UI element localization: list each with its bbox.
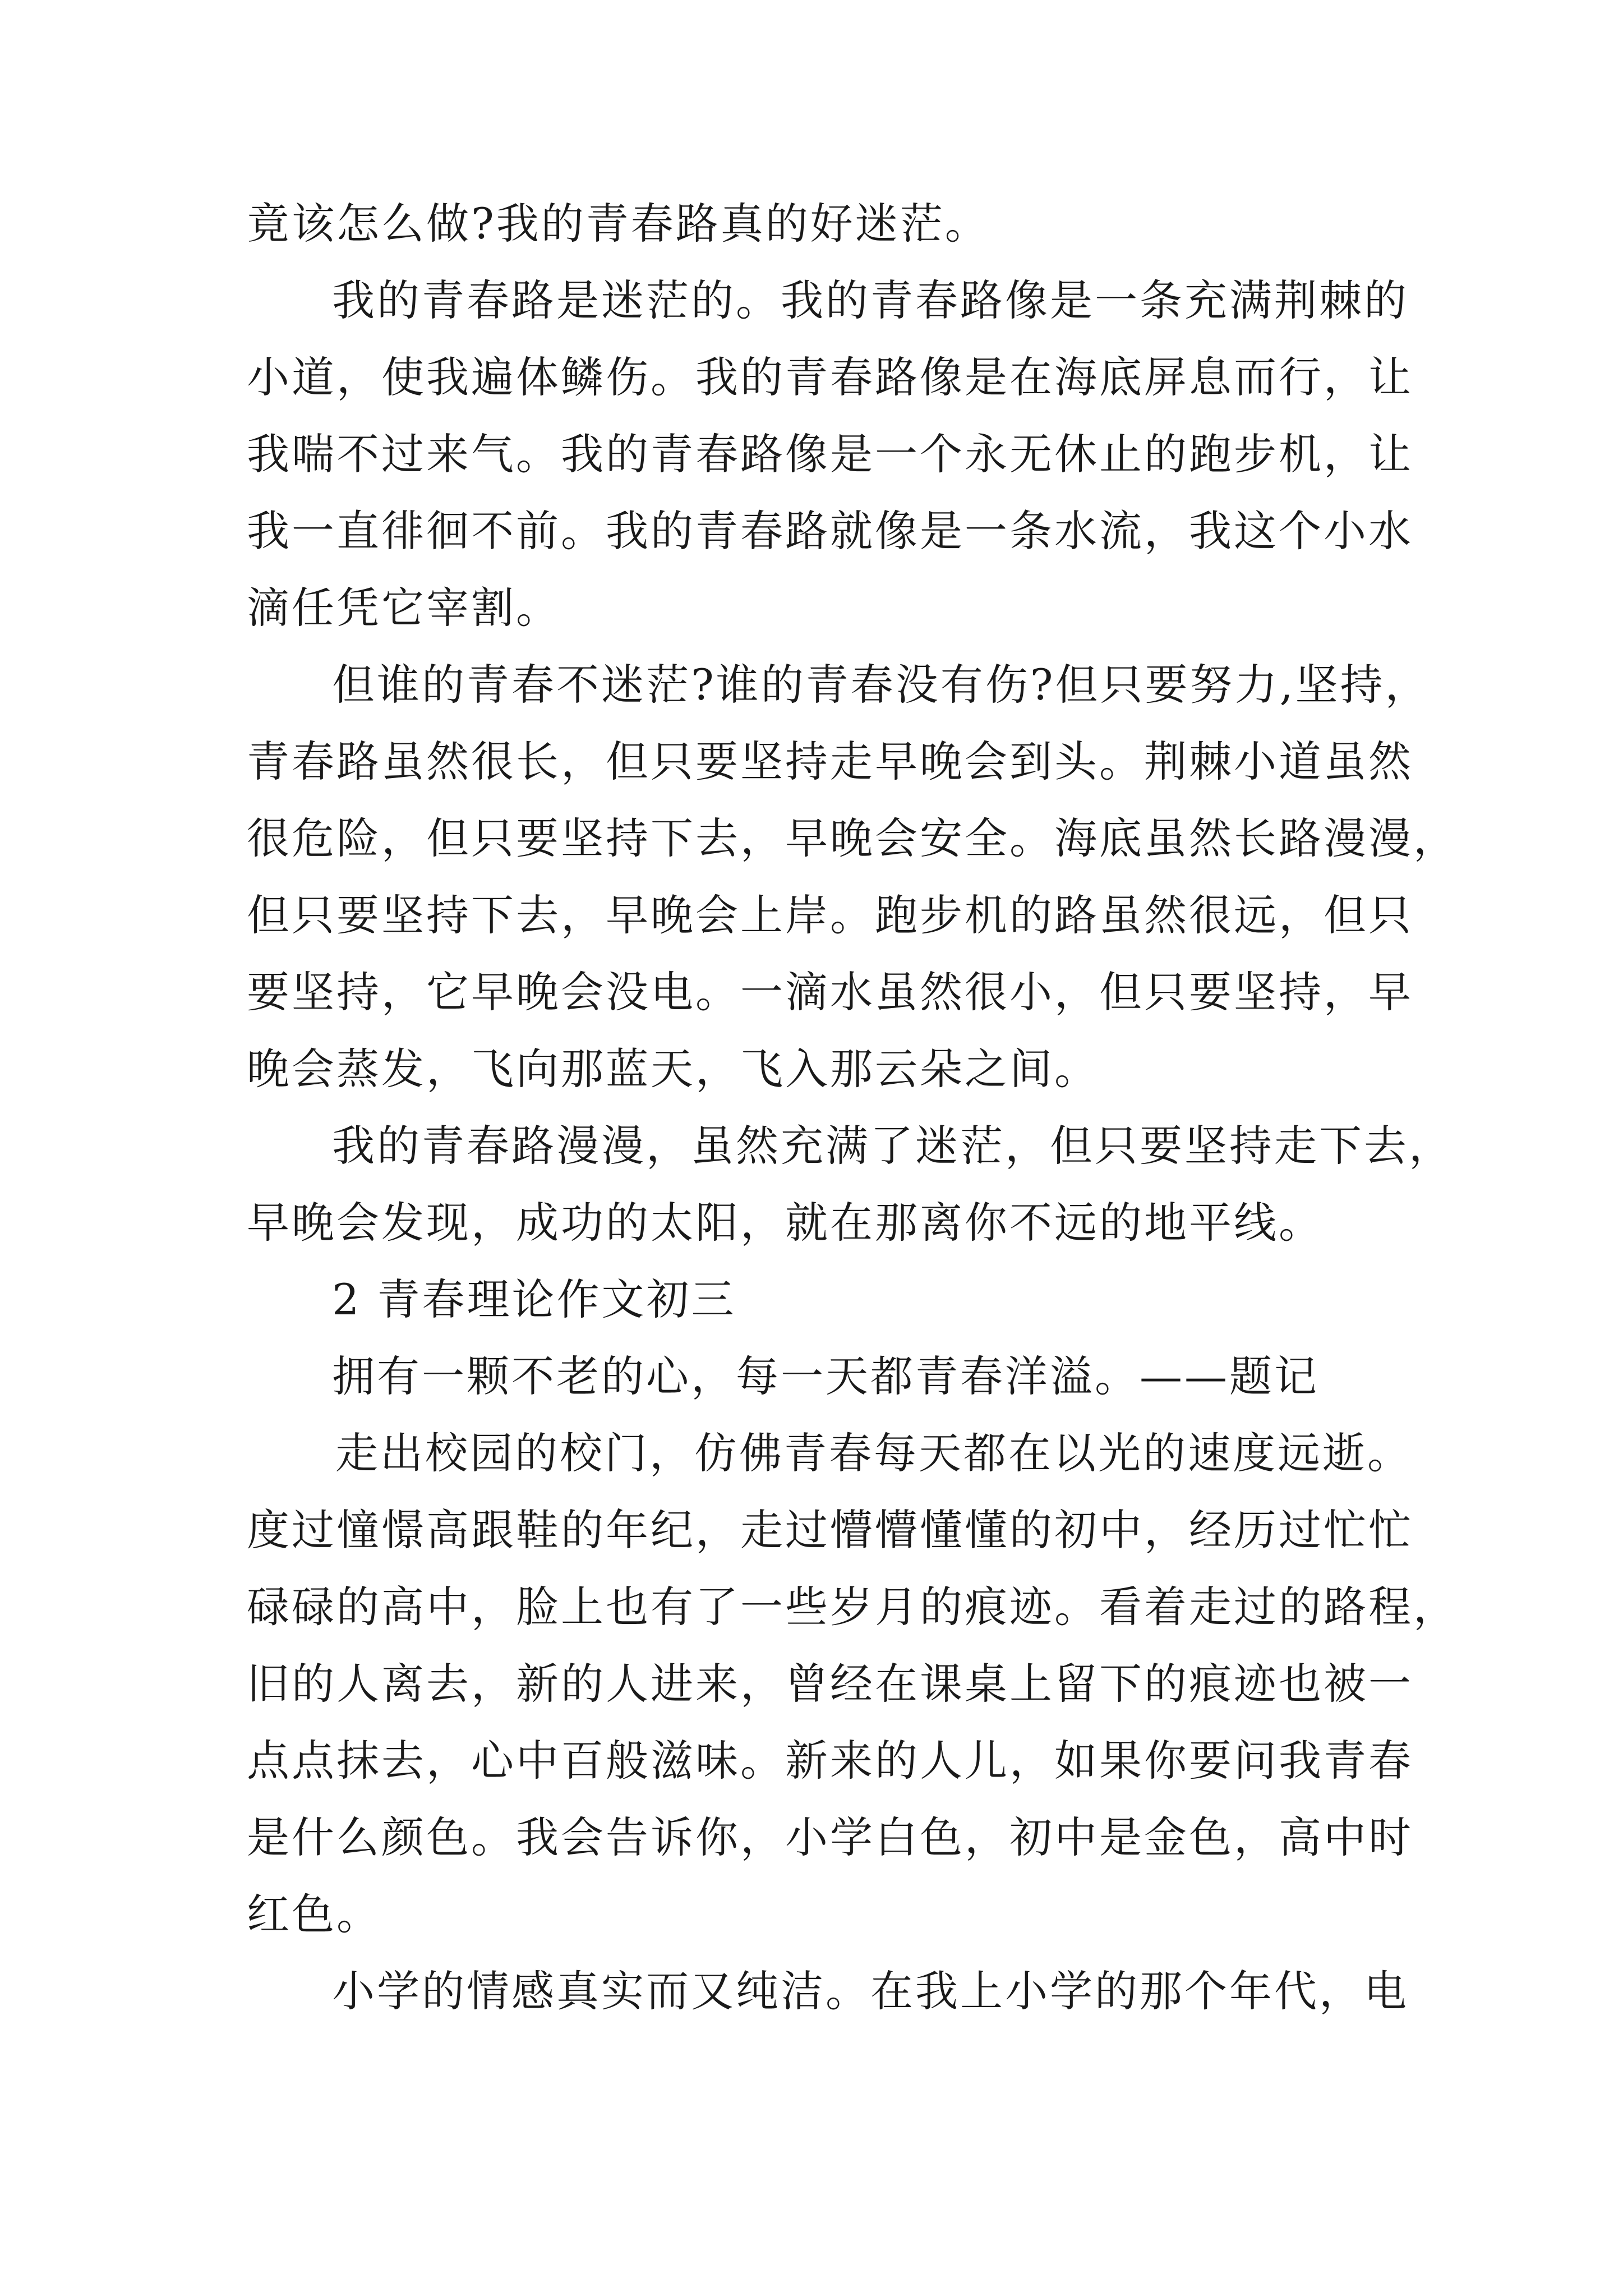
epigraph: 拥有一颗不老的心，每一天都青春洋溢。——题记 xyxy=(332,1351,1319,1401)
text-line: 但只要坚持下去，早晚会上岸。跑步机的路虽然很远，但只 xyxy=(247,890,1413,940)
section-heading: 2 青春理论作文初三 xyxy=(332,1274,736,1324)
text-line: 青春路虽然很长，但只要坚持走早晚会到头。荆棘小道虽然 xyxy=(247,737,1413,786)
text-line: 晚会蒸发，飞向那蓝天，飞入那云朵之间。 xyxy=(247,1044,1099,1094)
text-line: 早晚会发现，成功的太阳，就在那离你不远的地平线。 xyxy=(247,1198,1324,1248)
text-line: 我的青春路是迷茫的。我的青春路像是一条充满荆棘的 xyxy=(332,275,1409,325)
text-line: 度过憧憬高跟鞋的年纪，走过懵懵懂懂的初中，经历过忙忙 xyxy=(247,1505,1413,1555)
text-line: 点点抹去，心中百般滋味。新来的人儿，如果你要问我青春 xyxy=(247,1736,1413,1786)
text-line: 但谁的青春不迷茫?谁的青春没有伤?但只要努力,坚持， xyxy=(332,660,1430,710)
text-line: 很危险，但只要坚持下去，早晚会安全。海底虽然长路漫漫， xyxy=(247,813,1458,863)
text-line: 竟该怎么做?我的青春路真的好迷茫。 xyxy=(247,199,990,249)
text-line: 我一直徘徊不前。我的青春路就像是一条水流，我这个小水 xyxy=(247,506,1413,556)
text-line: 小道，使我遍体鳞伤。我的青春路像是在海底屏息而行，让 xyxy=(247,352,1413,402)
text-line: 小学的情感真实而又纯洁。在我上小学的那个年代，电 xyxy=(332,1966,1409,2016)
text-line: 走出校园的校门，仿佛青春每天都在以光的速度远逝。 xyxy=(335,1428,1412,1478)
text-line: 红色。 xyxy=(247,1889,381,1939)
document-body xyxy=(247,185,1458,2030)
text-line: 滴任凭它宰割。 xyxy=(247,583,561,633)
text-line: 我的青春路漫漫，虽然充满了迷茫，但只要坚持走下去， xyxy=(332,1121,1454,1171)
text-line: 是什么颜色。我会告诉你，小学白色，初中是金色，高中时 xyxy=(247,1812,1413,1862)
text-line: 旧的人离去，新的人进来，曾经在课桌上留下的痕迹也被一 xyxy=(247,1659,1413,1709)
text-line: 要坚持，它早晚会没电。一滴水虽然很小，但只要坚持，早 xyxy=(247,967,1413,1017)
text-line: 我喘不过来气。我的青春路像是一个永无休止的跑步机，让 xyxy=(247,429,1413,479)
text-line: 碌碌的高中，脸上也有了一些岁月的痕迹。看着走过的路程， xyxy=(247,1582,1458,1632)
